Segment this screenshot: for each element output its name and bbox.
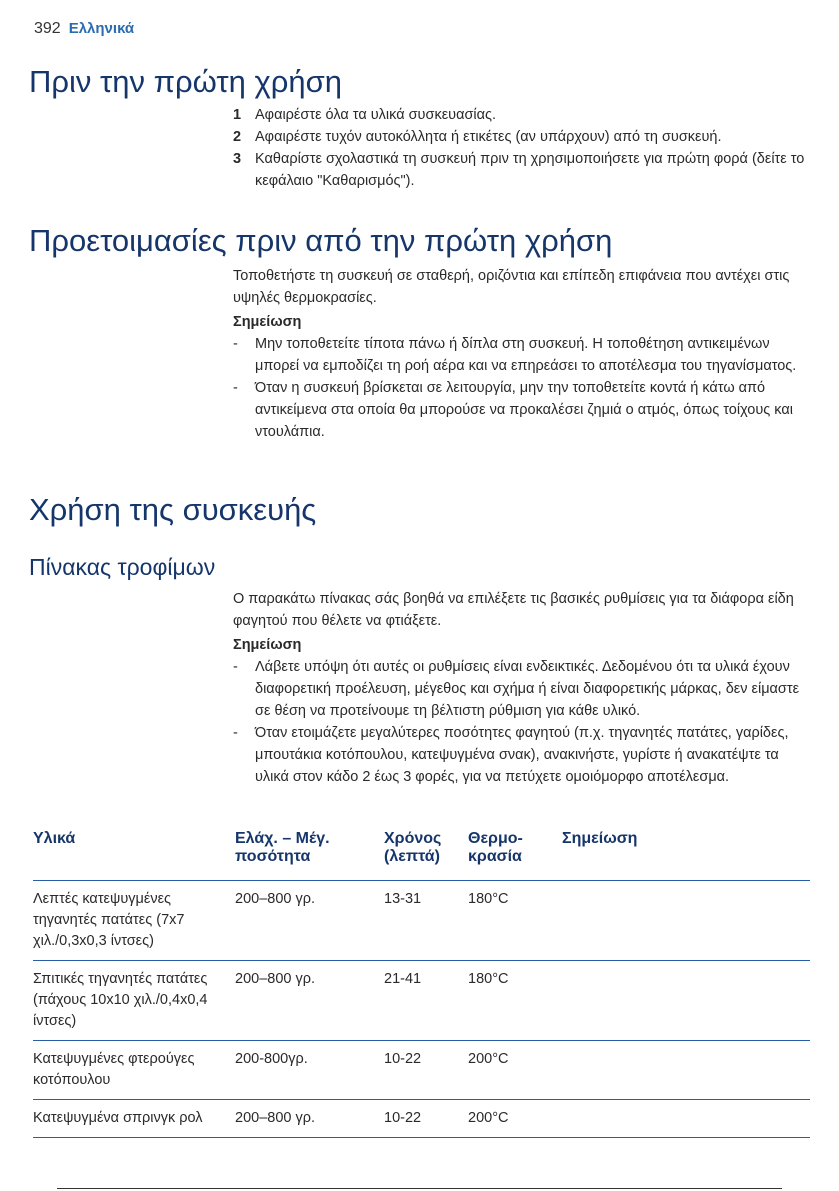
header-quantity: Ελάχ. – Μέγ. ποσότητα	[235, 826, 384, 881]
food-table-paragraph: Ο παρακάτω πίνακας σάς βοηθά να επιλέξετε τις βασικές ρυθμίσεις για τα διάφορα είδη φαγητού που θέλετε να φτιάξετε.	[233, 591, 794, 629]
section-title-food-table: Πίνακας τροφίμων	[29, 554, 216, 580]
list-item: - Όταν ετοιμάζετε μεγαλύτερες ποσότητες φαγητού (π.χ. τηγανητές πατάτες, γαρίδες, μπουτάκια κοτόπουλου, κατεψυγμένα σνακ), ανακινήστε, γυρίστε ή ανακατέψτε τα υλικά στον κάδο 2 έως 3 φορές, για να πετύχετε ομοιόμορφο αποτέλεσμα.	[233, 725, 789, 785]
footer-divider	[57, 1188, 782, 1189]
list-item: - Μην τοποθετείτε τίποτα πάνω ή δίπλα στη συσκευή. Η τοποθέτηση αντικειμένων μπορεί να εμποδίζει τη ροή αέρα και να επηρεάσει το αποτέλεσμα του τηγανίσματος.	[233, 336, 797, 374]
page-header	[34, 20, 134, 38]
step-item: 1 Αφαιρέστε όλα τα υλικά συσκευασίας.	[233, 107, 497, 123]
preparations-body	[233, 265, 813, 443]
food-table-intro	[233, 588, 813, 788]
preparations-paragraph: Τοποθετήστε τη συσκευή σε σταθερή, οριζόντια και επίπεδη επιφάνεια που αντέχει στις υψηλές θερμοκρασίες.	[233, 268, 790, 306]
food-table	[33, 826, 810, 1138]
list-item: - Όταν η συσκευή βρίσκεται σε λειτουργία, μην την τοποθετείτε κοντά ή κάτω από αντικείμενα στα οποία θα μπορούσε να προκαλέσει ζημιά ο ατμός, όπως τοίχους και ντουλάπια.	[233, 380, 793, 440]
section-title-using-appliance: Χρήση της συσκευής	[29, 492, 317, 527]
header-note: Σημείωση	[562, 826, 810, 881]
header-temperature: Θερμο-κρασία	[468, 826, 562, 881]
section-title-first-use: Πριν την πρώτη χρήση	[29, 64, 343, 99]
step-item: 2 Αφαιρέστε τυχόν αυτοκόλλητα ή ετικέτες (αν υπάρχουν) από τη συσκευή.	[233, 129, 722, 145]
section-title-preparations: Προετοιμασίες πριν από την πρώτη χρήση	[29, 223, 613, 258]
header-ingredients: Υλικά	[33, 826, 235, 881]
table-header-row	[33, 826, 810, 881]
page-number: 392	[34, 20, 61, 37]
note-label: Σημείωση	[233, 314, 302, 330]
table-row: Κατεψυγμένα σπρινγκ ρολ 200–800 γρ. 10-22 200°C	[33, 1100, 810, 1138]
table-row: Σπιτικές τηγανητές πατάτες (πάχους 10x10 χιλ./0,4x0,4 ίντσες) 200–800 γρ. 21-41 180°C	[33, 961, 810, 1041]
language-label: Ελληνικά	[68, 20, 135, 37]
header-time: Χρόνος (λεπτά)	[384, 826, 468, 881]
step-item: 3 Καθαρίστε σχολαστικά τη συσκευή πριν τη χρησιμοποιήσετε για πρώτη φορά (δείτε το κεφάλαιο "Καθαρισμός").	[233, 151, 805, 189]
list-item: - Λάβετε υπόψη ότι αυτές οι ρυθμίσεις είναι ενδεικτικές. Δεδομένου ότι τα υλικά έχουν διαφορετική προέλευση, μέγεθος και σχήμα ή είναι διαφορετικής μάρκας, δεν είμαστε σε θέση να προτείνουμε τη βέλτιστη ρύθμιση για κάθε υλικό.	[233, 659, 800, 719]
table-row: Λεπτές κατεψυγμένες τηγανητές πατάτες (7x7 χιλ./0,3x0,3 ίντσες) 200–800 γρ. 13-31 180°C	[33, 881, 810, 961]
table-row: Κατεψυγμένες φτερούγες κοτόπουλου 200-800γρ. 10-22 200°C	[33, 1041, 810, 1100]
first-use-steps	[233, 104, 813, 192]
note-label: Σημείωση	[233, 637, 302, 653]
